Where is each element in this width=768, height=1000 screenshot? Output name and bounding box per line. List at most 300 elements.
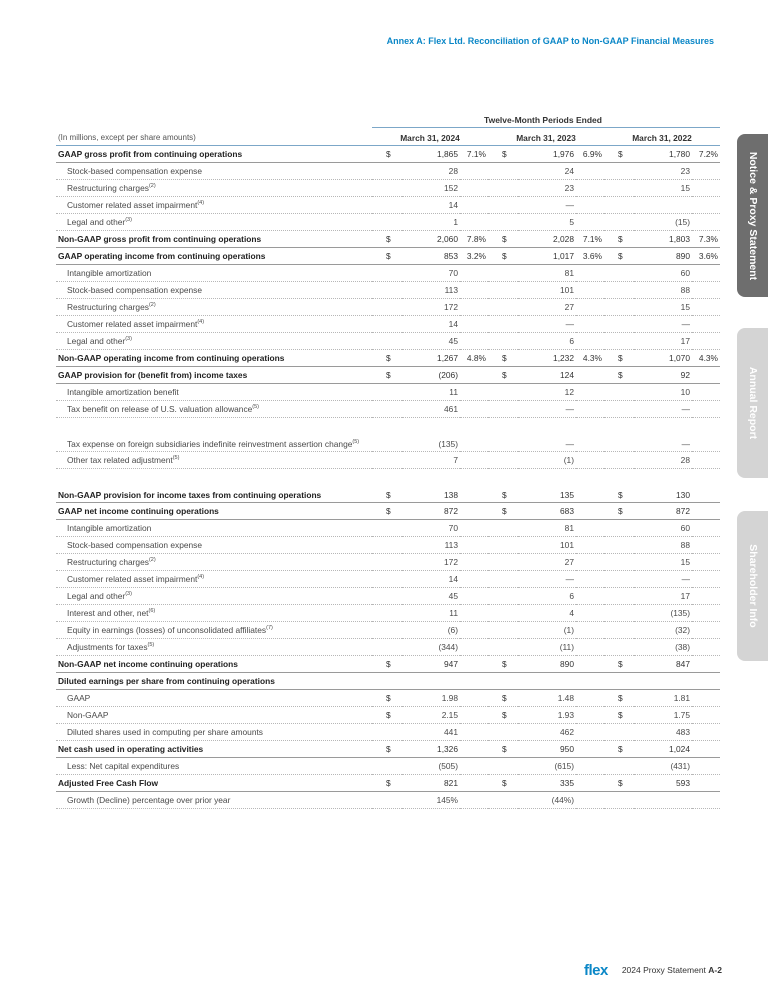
row-label-text: Tax expense on foreign subsidiaries indefinite reinvestment assertion change <box>67 439 353 449</box>
dollar-sign: $ <box>502 744 507 754</box>
dollar-sign: $ <box>618 659 623 669</box>
percent-cell <box>460 588 488 605</box>
percent-cell <box>576 622 604 639</box>
percent-cell: 7.8% <box>466 234 486 244</box>
percent-cell <box>576 367 604 384</box>
dollar-sign <box>372 401 402 418</box>
table-row <box>56 146 720 163</box>
percent-cell <box>576 452 604 469</box>
table-body <box>56 146 720 809</box>
amount-cell: 60 <box>680 268 690 278</box>
footnote-ref: (2) <box>148 183 156 190</box>
table-row <box>56 469 720 503</box>
table-row <box>56 537 720 554</box>
amount-cell: 2.15 <box>441 710 458 720</box>
percent-cell <box>576 656 604 673</box>
percent-cell <box>460 724 488 741</box>
amount-cell: (15) <box>675 217 690 227</box>
amount-cell: 6 <box>569 336 574 346</box>
amount-cell: 45 <box>448 336 458 346</box>
dollar-sign <box>604 316 634 333</box>
row-label-text: Stock-based compensation expense <box>67 166 203 176</box>
amount-cell: 1.81 <box>673 693 690 703</box>
amount-cell: 1,865 <box>437 149 458 159</box>
dollar-sign <box>604 214 634 231</box>
amount-cell: 12 <box>564 387 574 397</box>
amount-cell: 138 <box>444 490 458 500</box>
amount-cell: — <box>565 574 574 584</box>
percent-cell <box>692 741 720 758</box>
percent-cell <box>460 622 488 639</box>
percent-cell <box>460 299 488 316</box>
percent-cell: 7.3% <box>698 234 718 244</box>
percent-cell <box>692 673 720 690</box>
dollar-sign <box>604 418 634 452</box>
row-label <box>56 197 372 214</box>
amount-cell: 1.75 <box>673 710 690 720</box>
dollar-sign: $ <box>386 234 391 244</box>
dollar-sign: $ <box>502 353 507 363</box>
dollar-sign: $ <box>386 370 391 380</box>
percent-cell <box>576 418 604 452</box>
amount-cell: (344) <box>438 642 458 652</box>
footnote-ref: (3) <box>125 336 132 343</box>
dollar-sign: $ <box>386 490 391 500</box>
dollar-sign: $ <box>618 710 623 720</box>
amount-cell: 11 <box>449 387 458 397</box>
dollar-sign <box>488 554 518 571</box>
amount-cell: (1) <box>563 455 574 465</box>
percent-cell <box>576 775 604 792</box>
dollar-sign <box>372 452 402 469</box>
footnote-ref: (3) <box>125 591 132 598</box>
row-label <box>56 622 372 639</box>
dollar-sign: $ <box>618 744 623 754</box>
row-label <box>56 180 372 197</box>
percent-cell <box>692 707 720 724</box>
table-row <box>56 214 720 231</box>
percent-cell <box>692 588 720 605</box>
percent-cell <box>460 214 488 231</box>
dollar-sign: $ <box>386 710 391 720</box>
row-label <box>56 673 372 690</box>
amount-cell: 70 <box>448 523 458 533</box>
amount-cell: 81 <box>564 523 574 533</box>
row-label <box>56 639 372 656</box>
footnote-ref: (7) <box>266 625 273 632</box>
row-label <box>56 350 372 367</box>
dollar-sign <box>488 299 518 316</box>
dollar-sign: $ <box>618 370 623 380</box>
percent-cell <box>576 384 604 401</box>
percent-cell <box>460 197 488 214</box>
table-row <box>56 299 720 316</box>
table-row <box>56 639 720 656</box>
amount-cell: (11) <box>559 642 574 652</box>
dollar-sign: $ <box>502 370 507 380</box>
dollar-sign <box>488 214 518 231</box>
amount-cell: 1,017 <box>553 251 574 261</box>
dollar-sign <box>372 384 402 401</box>
page-footer <box>584 962 722 978</box>
percent-cell: 7.1% <box>466 149 486 159</box>
dollar-sign <box>604 571 634 588</box>
amount-cell: 1 <box>453 217 458 227</box>
row-label <box>56 792 372 809</box>
percent-cell <box>692 384 720 401</box>
row-label-text: Equity in earnings (losses) of unconsolidated affiliates <box>67 625 267 635</box>
dollar-sign: $ <box>618 490 623 500</box>
row-label <box>56 231 372 248</box>
dollar-sign: $ <box>502 778 507 788</box>
flex-logo: flex <box>583 961 608 979</box>
side-tab-label: Notice & Proxy Statement <box>746 151 759 280</box>
amount-cell: 872 <box>444 506 458 516</box>
amount-cell: 461 <box>444 404 458 414</box>
percent-cell: 3.6% <box>698 251 718 261</box>
row-label-text: Non-GAAP provision for income taxes from continuing operations <box>58 490 322 500</box>
footnote-ref: (3) <box>125 217 132 224</box>
percent-cell <box>460 180 488 197</box>
percent-cell <box>576 299 604 316</box>
percent-cell <box>692 452 720 469</box>
amount-cell: 101 <box>560 540 574 550</box>
percent-cell: 4.3% <box>582 353 602 363</box>
dollar-sign <box>372 537 402 554</box>
dollar-sign <box>604 452 634 469</box>
amount-cell: (615) <box>554 761 574 771</box>
dollar-sign <box>488 724 518 741</box>
percent-cell <box>576 180 604 197</box>
dollar-sign <box>372 333 402 350</box>
row-label <box>56 656 372 673</box>
table-row <box>56 180 720 197</box>
table-row <box>56 758 720 775</box>
table-row <box>56 401 720 418</box>
row-label-text: Customer related asset impairment <box>67 574 198 584</box>
dollar-sign: $ <box>386 659 391 669</box>
percent-cell <box>692 571 720 588</box>
amount-cell: 88 <box>680 540 690 550</box>
percent-cell: 7.2% <box>698 149 718 159</box>
footnote-ref: (6) <box>148 608 156 615</box>
dollar-sign <box>488 520 518 537</box>
amount-cell: 947 <box>444 659 458 669</box>
percent-cell <box>576 401 604 418</box>
amount-cell: 1,326 <box>437 744 458 754</box>
annex-title: Annex A: Flex Ltd. Reconciliation of GAAP to Non-GAAP Financial Measures <box>386 36 714 46</box>
document-name: 2024 Proxy Statement <box>621 965 706 975</box>
dollar-sign: $ <box>386 778 391 788</box>
side-tab-annual-report[interactable] <box>737 328 768 478</box>
row-label-text: Non-GAAP <box>67 710 109 720</box>
percent-cell <box>692 418 720 452</box>
amount-cell: 172 <box>444 302 458 312</box>
amount-cell: 113 <box>444 540 458 550</box>
percent-cell <box>460 452 488 469</box>
percent-cell <box>576 707 604 724</box>
dollar-sign <box>604 265 634 282</box>
dollar-sign: $ <box>386 744 391 754</box>
percent-cell <box>460 418 488 452</box>
amount-cell: (206) <box>438 370 458 380</box>
side-tab-shareholder-info[interactable] <box>737 511 768 661</box>
dollar-sign: $ <box>502 490 507 500</box>
table-row <box>56 707 720 724</box>
footnote-ref: (4) <box>197 574 205 581</box>
dollar-sign <box>604 554 634 571</box>
row-label-text: Growth (Decline) percentage over prior year <box>67 795 231 805</box>
row-label-text: Customer related asset impairment <box>67 200 198 210</box>
percent-cell <box>460 554 488 571</box>
dollar-sign <box>604 282 634 299</box>
amount-cell: 11 <box>449 608 458 618</box>
percent-cell <box>692 282 720 299</box>
footnote-ref: (5) <box>252 404 260 411</box>
amount-cell: 1.93 <box>557 710 574 720</box>
amount-cell: (44%) <box>551 795 574 805</box>
percent-cell <box>576 282 604 299</box>
dollar-sign <box>604 758 634 775</box>
dollar-sign: $ <box>386 251 391 261</box>
percent-cell <box>692 775 720 792</box>
amount-cell: 92 <box>680 370 690 380</box>
dollar-sign <box>372 724 402 741</box>
row-label <box>56 724 372 741</box>
side-tab-notice-proxy[interactable] <box>737 134 768 297</box>
row-label <box>56 690 372 707</box>
footnote-ref: (2) <box>148 302 156 309</box>
amount-cell: 1.48 <box>557 693 574 703</box>
dollar-sign <box>604 605 634 622</box>
dollar-sign: $ <box>502 251 507 261</box>
percent-cell <box>576 571 604 588</box>
dollar-sign <box>604 384 634 401</box>
percent-cell <box>576 792 604 809</box>
amount-cell: 890 <box>560 659 574 669</box>
amount-cell: 28 <box>680 455 690 465</box>
table-row <box>56 690 720 707</box>
row-label <box>56 316 372 333</box>
row-label-text: Legal and other <box>67 336 126 346</box>
amount-cell: 23 <box>564 183 574 193</box>
amount-cell: 70 <box>448 268 458 278</box>
dollar-sign <box>604 792 634 809</box>
percent-cell <box>576 503 604 520</box>
percent-cell <box>576 724 604 741</box>
amount-cell: (38) <box>675 642 690 652</box>
row-label-text: Non-GAAP operating income from continuing operations <box>58 353 285 363</box>
amount-cell: 152 <box>444 183 458 193</box>
dollar-sign: $ <box>618 693 623 703</box>
percent-cell <box>576 673 604 690</box>
row-label <box>56 248 372 265</box>
percent-cell <box>460 537 488 554</box>
table-row <box>56 452 720 469</box>
dollar-sign <box>488 265 518 282</box>
dollar-sign <box>488 401 518 418</box>
amount-cell: 45 <box>448 591 458 601</box>
table-row <box>56 503 720 520</box>
table-row <box>56 197 720 214</box>
period-header: March 31, 2022 <box>604 128 720 146</box>
amount-cell: 1,976 <box>553 149 574 159</box>
amount-cell: 113 <box>444 285 458 295</box>
percent-cell <box>576 333 604 350</box>
dollar-sign <box>372 299 402 316</box>
amount-cell: 27 <box>564 302 574 312</box>
row-label-text: Non-GAAP gross profit from continuing operations <box>58 234 262 244</box>
dollar-sign <box>488 282 518 299</box>
percent-cell <box>460 656 488 673</box>
dollar-sign <box>488 163 518 180</box>
row-label-text: GAAP <box>67 693 91 703</box>
percent-cell <box>460 503 488 520</box>
amount-cell: — <box>565 404 574 414</box>
percent-cell <box>692 163 720 180</box>
percent-cell <box>692 792 720 809</box>
amount-cell: (505) <box>438 761 458 771</box>
amount-cell: 847 <box>676 659 690 669</box>
percent-cell <box>576 316 604 333</box>
amount-cell: 483 <box>676 727 690 737</box>
row-label <box>56 214 372 231</box>
table-row <box>56 571 720 588</box>
table-row <box>56 622 720 639</box>
row-label <box>56 605 372 622</box>
amount-cell: 17 <box>680 591 690 601</box>
row-label <box>56 282 372 299</box>
table-row <box>56 333 720 350</box>
amount-cell: 81 <box>564 268 574 278</box>
row-label-text: Diluted shares used in computing per share amounts <box>67 727 263 737</box>
percent-cell <box>692 690 720 707</box>
amount-cell: 593 <box>676 778 690 788</box>
table-row <box>56 554 720 571</box>
percent-cell <box>692 605 720 622</box>
dollar-sign <box>372 673 402 690</box>
row-label-text: Intangible amortization <box>67 523 152 533</box>
amount-cell: (32) <box>675 625 690 635</box>
percent-cell <box>576 588 604 605</box>
amount-cell: 462 <box>560 727 574 737</box>
row-label-text: Customer related asset impairment <box>67 319 198 329</box>
dollar-sign: $ <box>386 149 391 159</box>
table-row <box>56 741 720 758</box>
dollar-sign: $ <box>618 251 623 261</box>
dollar-sign <box>372 554 402 571</box>
row-label-text: GAAP provision for (benefit from) income taxes <box>58 370 248 380</box>
percent-cell <box>460 282 488 299</box>
dollar-sign: $ <box>618 353 623 363</box>
percent-cell <box>692 401 720 418</box>
dollar-sign <box>604 520 634 537</box>
dollar-sign <box>488 758 518 775</box>
dollar-sign <box>488 384 518 401</box>
row-label <box>56 520 372 537</box>
percent-cell: 4.3% <box>698 353 718 363</box>
amount-cell: 890 <box>676 251 690 261</box>
percent-cell <box>460 775 488 792</box>
footnote-ref: (5) <box>172 455 180 462</box>
amount-cell: 6 <box>569 591 574 601</box>
percent-cell <box>692 537 720 554</box>
row-label-text: Legal and other <box>67 591 126 601</box>
table-row <box>56 367 720 384</box>
row-label-text: Non-GAAP net income continuing operations <box>58 659 238 669</box>
row-label <box>56 775 372 792</box>
row-label <box>56 707 372 724</box>
percent-cell <box>692 180 720 197</box>
amount-cell: 135 <box>560 490 574 500</box>
amount-cell <box>402 673 460 690</box>
amount-cell: (1) <box>563 625 574 635</box>
dollar-sign: $ <box>618 234 623 244</box>
dollar-sign <box>488 639 518 656</box>
dollar-sign <box>372 197 402 214</box>
dollar-sign <box>604 622 634 639</box>
dollar-sign <box>604 724 634 741</box>
table-row <box>56 384 720 401</box>
row-label <box>56 333 372 350</box>
percent-cell <box>460 333 488 350</box>
percent-cell <box>692 197 720 214</box>
dollar-sign <box>604 299 634 316</box>
row-label-text: Interest and other, net <box>67 608 149 618</box>
amount-cell: 872 <box>676 506 690 516</box>
dollar-sign <box>604 180 634 197</box>
dollar-sign <box>488 622 518 639</box>
row-label <box>56 163 372 180</box>
table-row <box>56 163 720 180</box>
amount-cell: 2,060 <box>437 234 458 244</box>
table-row <box>56 231 720 248</box>
percent-cell <box>576 197 604 214</box>
percent-cell <box>576 758 604 775</box>
amount-cell <box>634 792 692 809</box>
row-label-text: Diluted earnings per share from continuing operations <box>58 676 275 686</box>
row-label-text: Adjustments for taxes <box>67 642 148 652</box>
table-row <box>56 418 720 452</box>
amount-cell: 14 <box>448 319 458 329</box>
amount-cell: 335 <box>560 778 574 788</box>
dollar-sign <box>488 316 518 333</box>
amount-cell: — <box>565 319 574 329</box>
percent-cell <box>692 554 720 571</box>
percent-cell <box>692 520 720 537</box>
amount-cell <box>634 197 692 214</box>
dollar-sign <box>372 520 402 537</box>
percent-cell <box>460 758 488 775</box>
amount-cell: 821 <box>444 778 458 788</box>
amount-cell: 1,780 <box>669 149 690 159</box>
percent-cell <box>692 622 720 639</box>
percent-cell <box>692 367 720 384</box>
percent-cell <box>692 214 720 231</box>
percent-cell <box>692 758 720 775</box>
row-label-text: Other tax related adjustment <box>67 455 173 465</box>
amount-cell: 1,232 <box>553 353 574 363</box>
dollar-sign <box>372 418 402 452</box>
amount-cell: 15 <box>680 183 690 193</box>
dollar-sign <box>604 639 634 656</box>
percent-cell <box>576 690 604 707</box>
amount-cell: 15 <box>680 557 690 567</box>
footnote-ref: (5) <box>147 642 155 649</box>
percent-cell <box>460 673 488 690</box>
percent-cell <box>576 469 604 503</box>
row-label-text: Less: Net capital expenditures <box>67 761 180 771</box>
